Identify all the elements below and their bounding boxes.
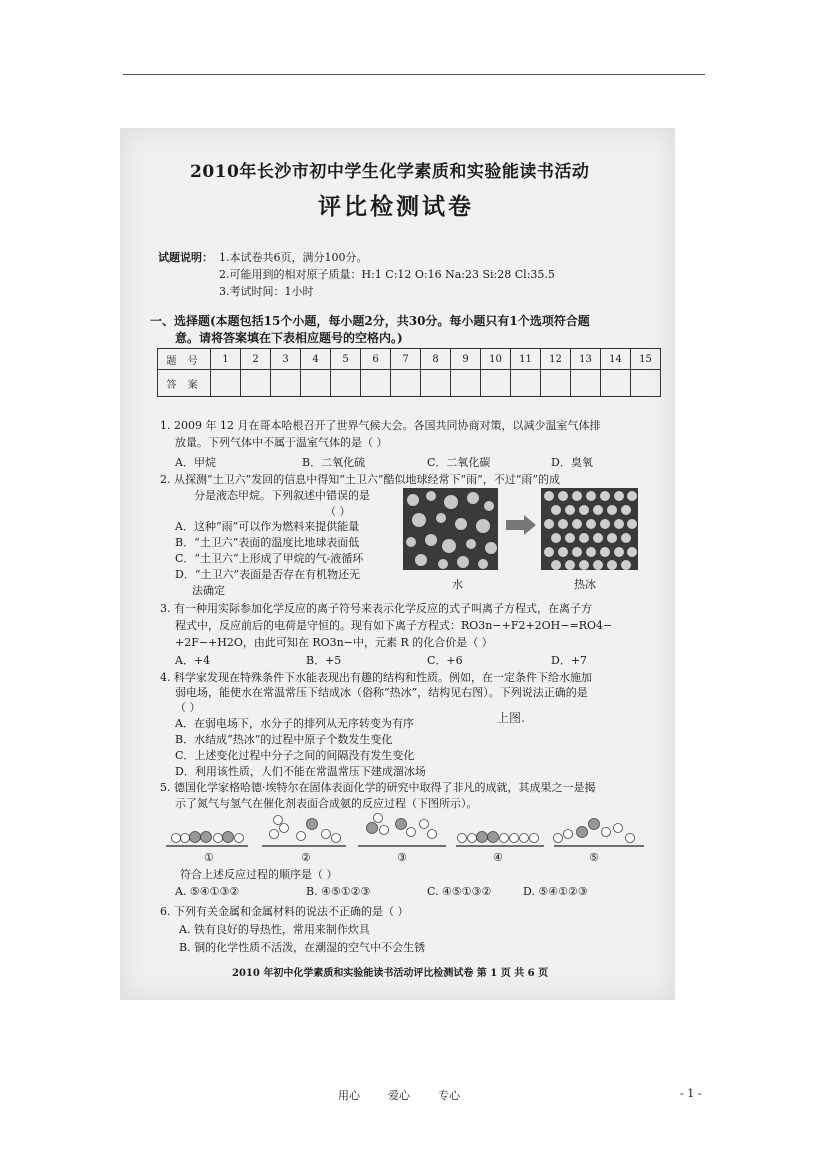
answer-cell[interactable]	[391, 370, 421, 397]
answer-cell[interactable]	[601, 370, 631, 397]
q4-option-a: A．在弱电场下，水分子的排列从无序转变为有序	[175, 717, 414, 730]
q6-option-b: B. 铜的化学性质不活泼，在潮湿的空气中不会生锈	[179, 941, 426, 954]
q3-stem: 3. 有一种用实际参加化学反应的离子符号来表示化学反应的式子叫离子方程式，在离子方	[160, 602, 592, 615]
question-number-cell: 5	[331, 349, 361, 370]
q6-stem: 6. 下列有关金属和金属材料的说法不正确的是（ ）	[160, 905, 409, 918]
q5-figure-label-4: ④	[493, 851, 503, 864]
q1-stem: 1. 2009 年 12 月在哥本哈根召开了世界气候大会。各国共同协商对策，以减少温室气体排	[160, 419, 601, 432]
q2-option-a: A．这种“雨”可以作为燃料来提供能量	[175, 520, 360, 533]
q4-option-b: B．水结成“热冰”的过程中原子个数发生变化	[175, 733, 393, 746]
q5-option-d: D. ⑤④①②③	[523, 885, 588, 898]
hot-ice-caption: 热冰	[574, 578, 596, 591]
instruction-2: 2.可能用到的相对原子质量：H:1 C:12 O:16 Na:23 Si:28 Cl:35.5	[219, 268, 555, 281]
answer-table	[157, 348, 661, 397]
footer-slogan-2: 爱心	[388, 1089, 410, 1102]
instructions-label: 试题说明：	[158, 251, 213, 264]
water-structure-figure	[403, 488, 498, 570]
hot-ice-structure-figure	[541, 488, 638, 570]
q4-option-c: C．上述变化过程中分子之间的间隔没有发生变化	[175, 749, 415, 762]
q5-question: 符合上述反应过程的顺序是（ ）	[180, 868, 338, 881]
q1-option-b: B．二氧化硫	[302, 456, 366, 469]
q1-option-d: D．臭氧	[551, 456, 593, 469]
answer-cell[interactable]	[571, 370, 601, 397]
question-number-cell: 4	[301, 349, 331, 370]
q5-figure-label-5: ⑤	[589, 851, 599, 864]
q5-figure-label-3: ③	[397, 851, 407, 864]
page-number: - 1 -	[680, 1087, 702, 1100]
q5-option-a: A. ⑤④①③②	[175, 885, 240, 898]
water-caption: 水	[452, 578, 463, 591]
answer-cell[interactable]	[481, 370, 511, 397]
answer-cell[interactable]	[271, 370, 301, 397]
handwritten-note: 上图.	[497, 711, 525, 725]
q6-option-a: A. 铁有良好的导热性，常用来制作炊具	[179, 923, 370, 936]
q1-option-c: C．二氧化碳	[427, 456, 491, 469]
answer-cell[interactable]	[631, 370, 661, 397]
q4-stem-cont: 弱电场，能使水在常温常压下结成冰（俗称“热冰”，结构见右图）。下列说法正确的是	[175, 686, 588, 699]
answer-cell[interactable]	[511, 370, 541, 397]
question-number-cell: 13	[571, 349, 601, 370]
table-header-number: 题 号	[158, 349, 211, 370]
exam-title-line1: 2010年长沙市初中学生化学素质和实验能读书活动	[190, 162, 590, 182]
answer-cell[interactable]	[361, 370, 391, 397]
question-number-cell: 3	[271, 349, 301, 370]
q3-option-d: D．+7	[551, 654, 588, 667]
table-header-answer: 答 案	[158, 370, 211, 397]
footer-slogan-3: 专心	[438, 1089, 460, 1102]
question-number-cell: 10	[481, 349, 511, 370]
q4-stem: 4. 科学家发现在特殊条件下水能表现出有趣的结构和性质。例如，在一定条件下给水施加	[160, 671, 592, 684]
question-number-cell: 8	[421, 349, 451, 370]
scan-page-footer: 2010 年初中化学素质和实验能读书活动评比检测试卷 第 1 页 共 6 页	[232, 968, 549, 979]
answer-cell[interactable]	[301, 370, 331, 397]
answer-cell[interactable]	[331, 370, 361, 397]
q5-stem-cont: 示了氮气与氢气在催化剂表面合成氨的反应过程（下图所示）。	[175, 797, 478, 810]
q5-figure-label-1: ①	[204, 851, 214, 864]
instruction-1: 1.本试卷共6页，满分100分。	[219, 251, 368, 264]
instruction-3: 3.考试时间：1小时	[219, 285, 314, 298]
exam-title-line2: 评比检测试卷	[318, 193, 474, 220]
ammonia-synthesis-figure	[166, 812, 646, 850]
q3-option-c: C．+6	[427, 654, 463, 667]
q2-stem-cont: 分是液态甲烷。下列叙述中错误的是	[194, 489, 370, 502]
question-number-cell: 7	[391, 349, 421, 370]
answer-cell[interactable]	[241, 370, 271, 397]
arrow-right-icon	[506, 515, 536, 535]
question-number-cell: 14	[601, 349, 631, 370]
q4-option-d: D．利用该性质，人们不能在常温常压下建成溜冰场	[175, 765, 426, 778]
answer-cell[interactable]	[421, 370, 451, 397]
q2-option-d-cont: 法确定	[192, 584, 225, 597]
q1-stem-cont: 放量。下列气体中不属于温室气体的是（ ）	[175, 436, 388, 449]
q5-option-b: B. ④⑤①②③	[306, 885, 371, 898]
q2-option-c: C．“土卫六”上形成了甲烷的气-液循环	[175, 552, 364, 565]
question-number-cell: 9	[451, 349, 481, 370]
q5-figure-label-2: ②	[301, 851, 311, 864]
question-number-cell: 12	[541, 349, 571, 370]
header-rule	[123, 74, 705, 75]
question-number-cell: 11	[511, 349, 541, 370]
answer-cell[interactable]	[451, 370, 481, 397]
section1-heading-cont: 意。请将答案填在下表相应题号的空格内。)	[175, 331, 403, 345]
q3-option-b: B．+5	[306, 654, 342, 667]
q5-stem: 5. 德国化学家格哈德·埃特尔在固体表面化学的研究中取得了非凡的成就，其成果之一是揭	[160, 781, 596, 794]
question-number-cell: 15	[631, 349, 661, 370]
footer-slogan-1: 用心	[338, 1089, 360, 1102]
section1-heading: 一、选择题(本题包括15个小题，每小题2分，共30分。每小题只有1个选项符合题	[150, 314, 590, 328]
q2-option-b: B．“土卫六”表面的温度比地球表面低	[175, 536, 360, 549]
q2-paren: （ ）	[325, 505, 351, 518]
question-number-cell: 6	[361, 349, 391, 370]
question-number-cell: 1	[211, 349, 241, 370]
answer-cell[interactable]	[211, 370, 241, 397]
q1-option-a: A．甲烷	[175, 456, 216, 469]
q3-option-a: A．+4	[175, 654, 211, 667]
q4-paren: （ ）	[175, 701, 201, 714]
q3-stem-cont: 程式中，反应前后的电荷是守恒的。现有如下离子方程式：RO3n−+F2+2OH−=RO4−	[175, 619, 613, 632]
q2-option-d: D．“土卫六”表面是否存在有机物还无	[175, 568, 361, 581]
q5-option-c: C. ④⑤①③②	[427, 885, 492, 898]
q2-stem: 2. 从探测“土卫六”发回的信息中得知“土卫六”酷似地球经常下“雨”，不过“雨”的成	[160, 473, 560, 486]
answer-cell[interactable]	[541, 370, 571, 397]
q3-stem-cont2: +2F−+H2O，由此可知在 RO3n−中，元素 R 的化合价是（ ）	[175, 636, 493, 649]
question-number-cell: 2	[241, 349, 271, 370]
